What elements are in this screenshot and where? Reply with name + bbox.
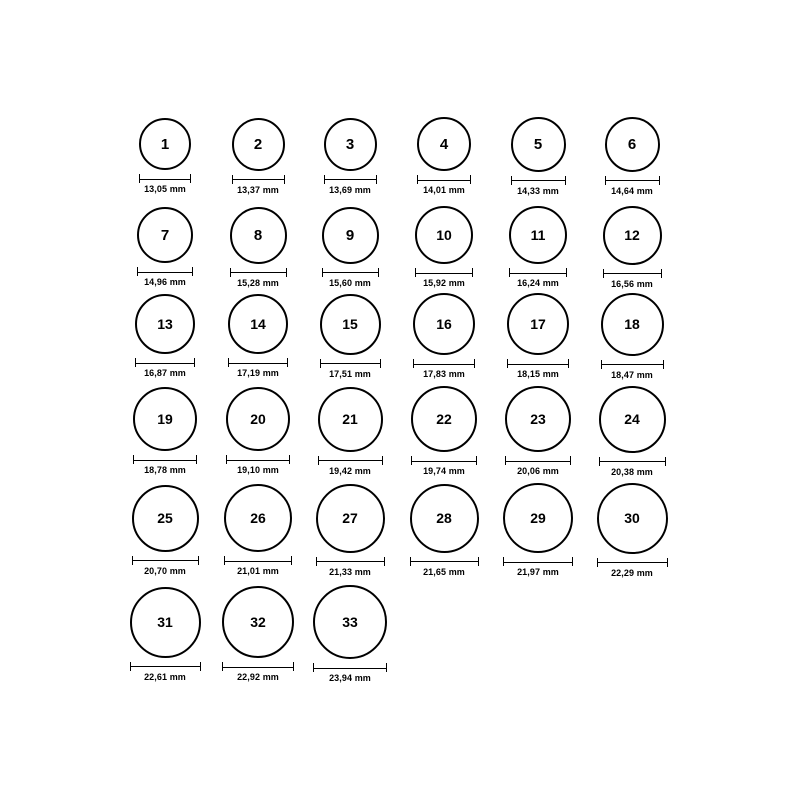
ring-diameter-label: 17,19 mm: [237, 368, 279, 378]
ring-diameter-label: 13,37 mm: [237, 184, 279, 195]
dimension-indicator: [511, 176, 566, 196]
ring-circle: [224, 484, 292, 552]
ring-size-number: 16: [436, 316, 452, 332]
dimension-line-icon: [597, 558, 668, 567]
ring-diameter-label: 20,38 mm: [611, 466, 653, 477]
dimension-line-icon: [505, 456, 571, 465]
ring-diameter-label: 22,29 mm: [611, 567, 653, 578]
ring-diameter-label: 19,10 mm: [237, 465, 279, 475]
ring-diameter-label: 23,94 mm: [329, 673, 371, 683]
dimension-indicator: [509, 268, 567, 288]
dimension-indicator: [603, 269, 662, 289]
dimension-indicator: [135, 358, 195, 378]
ring-size-number: 8: [253, 226, 263, 244]
ring-size-item: [572, 293, 692, 380]
dimension-indicator: [226, 455, 290, 475]
dimension-indicator: [320, 359, 381, 379]
ring-circle: [132, 485, 199, 552]
dimension-indicator: [601, 360, 664, 380]
ring-size-number: 2: [253, 135, 263, 153]
dimension-indicator: [605, 176, 660, 196]
dimension-indicator: [316, 557, 385, 577]
ring-diameter-label: 21,65 mm: [423, 566, 465, 577]
ring-circle: [599, 386, 666, 453]
ring-circle: [137, 207, 193, 263]
dimension-line-icon: [132, 556, 199, 565]
ring-diameter-label: 19,74 mm: [423, 466, 465, 476]
dimension-line-icon: [230, 268, 287, 277]
ring-circle: [410, 484, 479, 553]
dimension-indicator: [313, 663, 387, 683]
ring-size-number: 32: [250, 614, 266, 630]
ring-size-number: 30: [624, 510, 640, 526]
ring-circle: [417, 117, 471, 171]
dimension-indicator: [224, 556, 292, 576]
dimension-line-icon: [605, 176, 660, 185]
ring-size-number: 11: [530, 227, 546, 243]
dimension-indicator: [132, 556, 199, 576]
ring-size-number: 12: [624, 227, 640, 243]
dimension-line-icon: [507, 359, 569, 368]
ring-diameter-label: 18,78 mm: [144, 465, 186, 475]
dimension-indicator: [133, 455, 197, 475]
dimension-line-icon: [322, 268, 379, 277]
dimension-line-icon: [599, 457, 666, 466]
ring-size-item: [572, 117, 692, 196]
ring-circle: [509, 206, 567, 264]
dimension-line-icon: [313, 663, 387, 672]
ring-size-number: 23: [530, 411, 546, 427]
ring-diameter-label: 15,28 mm: [237, 277, 279, 288]
ring-size-number: 14: [250, 316, 266, 332]
ring-size-number: 7: [160, 226, 170, 244]
dimension-indicator: [503, 557, 573, 577]
ring-size-number: 5: [533, 135, 543, 153]
ring-diameter-label: 16,24 mm: [517, 278, 559, 288]
dimension-indicator: [139, 174, 191, 194]
ring-size-item: [290, 585, 410, 683]
ring-size-item: [572, 206, 692, 289]
ring-circle: [135, 294, 195, 354]
dimension-line-icon: [228, 358, 288, 367]
dimension-indicator: [410, 557, 479, 577]
ring-diameter-label: 22,61 mm: [144, 671, 186, 682]
ring-diameter-label: 18,15 mm: [517, 369, 559, 379]
ring-size-number: 17: [530, 316, 546, 332]
dimension-indicator: [415, 268, 473, 288]
ring-diameter-label: 13,69 mm: [329, 184, 371, 195]
dimension-line-icon: [411, 456, 477, 465]
ring-circle: [605, 117, 660, 172]
ring-circle: [603, 206, 662, 265]
dimension-line-icon: [417, 175, 471, 184]
ring-size-number: 25: [157, 510, 173, 526]
ring-circle: [139, 118, 191, 170]
dimension-line-icon: [133, 455, 197, 464]
dimension-indicator: [507, 359, 569, 379]
ring-diameter-label: 14,96 mm: [144, 277, 186, 287]
ring-circle: [232, 118, 285, 171]
ring-circle: [320, 294, 381, 355]
dimension-line-icon: [130, 662, 201, 671]
dimension-indicator: [322, 268, 379, 288]
ring-size-number: 3: [345, 135, 355, 153]
dimension-line-icon: [318, 456, 383, 465]
ring-diameter-label: 13,05 mm: [144, 184, 186, 194]
dimension-indicator: [137, 267, 193, 287]
dimension-indicator: [411, 456, 477, 476]
dimension-line-icon: [135, 358, 195, 367]
dimension-indicator: [597, 558, 668, 578]
ring-circle: [322, 207, 379, 264]
ring-size-number: 4: [439, 135, 449, 153]
ring-size-number: 22: [436, 411, 452, 427]
ring-circle: [413, 293, 475, 355]
dimension-line-icon: [320, 359, 381, 368]
ring-circle: [511, 117, 566, 172]
ring-circle: [228, 294, 288, 354]
ring-size-number: 19: [157, 411, 173, 427]
ring-diameter-label: 21,97 mm: [517, 567, 559, 577]
ring-diameter-label: 20,70 mm: [144, 565, 186, 576]
dimension-indicator: [130, 662, 201, 682]
dimension-indicator: [417, 175, 471, 195]
dimension-line-icon: [509, 268, 567, 277]
ring-size-number: 15: [342, 316, 358, 332]
dimension-indicator: [599, 457, 666, 477]
ring-circle: [411, 386, 477, 452]
dimension-line-icon: [316, 557, 385, 566]
ring-diameter-label: 14,33 mm: [517, 185, 559, 196]
ring-size-number: 9: [345, 226, 355, 244]
ring-size-number: 21: [342, 411, 358, 427]
ring-circle: [507, 293, 569, 355]
dimension-line-icon: [224, 556, 292, 565]
ring-size-number: 28: [436, 510, 452, 526]
ring-size-number: 33: [342, 614, 358, 630]
dimension-indicator: [324, 175, 377, 195]
ring-circle: [130, 587, 201, 658]
dimension-line-icon: [410, 557, 479, 566]
ring-diameter-label: 17,51 mm: [329, 368, 371, 379]
dimension-indicator: [318, 456, 383, 476]
ring-size-item: [572, 386, 692, 477]
ring-diameter-label: 18,47 mm: [611, 369, 653, 380]
dimension-indicator: [228, 358, 288, 378]
ring-size-number: 18: [624, 316, 640, 332]
ring-diameter-label: 21,01 mm: [237, 566, 279, 576]
ring-diameter-label: 22,92 mm: [237, 672, 279, 682]
ring-diameter-label: 17,83 mm: [423, 369, 465, 379]
dimension-line-icon: [232, 175, 285, 184]
ring-diameter-label: 14,64 mm: [611, 185, 653, 196]
dimension-line-icon: [324, 175, 377, 184]
ring-size-number: 10: [436, 227, 452, 243]
ring-circle: [313, 585, 387, 659]
dimension-indicator: [232, 175, 285, 195]
ring-diameter-label: 16,87 mm: [144, 368, 186, 378]
ring-circle: [505, 386, 571, 452]
dimension-line-icon: [222, 662, 294, 671]
ring-size-item: [572, 483, 692, 578]
ring-circle: [324, 118, 377, 171]
ring-size-number: 24: [624, 411, 640, 427]
ring-circle: [222, 586, 294, 658]
ring-circle: [316, 484, 385, 553]
ring-circle: [133, 387, 197, 451]
dimension-line-icon: [415, 268, 473, 277]
dimension-line-icon: [137, 267, 193, 276]
ring-circle: [597, 483, 668, 554]
ring-diameter-label: 20,06 mm: [517, 466, 559, 476]
ring-circle: [601, 293, 664, 356]
dimension-indicator: [413, 359, 475, 379]
dimension-line-icon: [413, 359, 475, 368]
ring-size-number: 27: [342, 510, 358, 526]
dimension-line-icon: [603, 269, 662, 278]
ring-diameter-label: 21,33 mm: [329, 566, 371, 577]
ring-size-number: 31: [157, 614, 173, 630]
ring-diameter-label: 19,42 mm: [329, 465, 371, 476]
ring-diameter-label: 16,56 mm: [611, 278, 653, 289]
ring-size-number: 6: [627, 135, 637, 153]
dimension-line-icon: [601, 360, 664, 369]
dimension-line-icon: [511, 176, 566, 185]
ring-size-number: 1: [160, 135, 170, 153]
dimension-line-icon: [139, 174, 191, 183]
ring-circle: [415, 206, 473, 264]
ring-size-number: 20: [250, 411, 266, 427]
dimension-indicator: [230, 268, 287, 288]
dimension-indicator: [505, 456, 571, 476]
dimension-line-icon: [503, 557, 573, 566]
dimension-indicator: [222, 662, 294, 682]
ring-diameter-label: 15,60 mm: [329, 277, 371, 288]
dimension-line-icon: [226, 455, 290, 464]
ring-circle: [318, 387, 383, 452]
ring-size-number: 13: [157, 316, 173, 332]
ring-circle: [226, 387, 290, 451]
ring-size-number: 26: [250, 510, 266, 526]
ring-diameter-label: 14,01 mm: [423, 185, 465, 195]
ring-size-number: 29: [530, 510, 546, 526]
ring-circle: [230, 207, 287, 264]
ring-diameter-label: 15,92 mm: [423, 278, 465, 288]
ring-circle: [503, 483, 573, 553]
